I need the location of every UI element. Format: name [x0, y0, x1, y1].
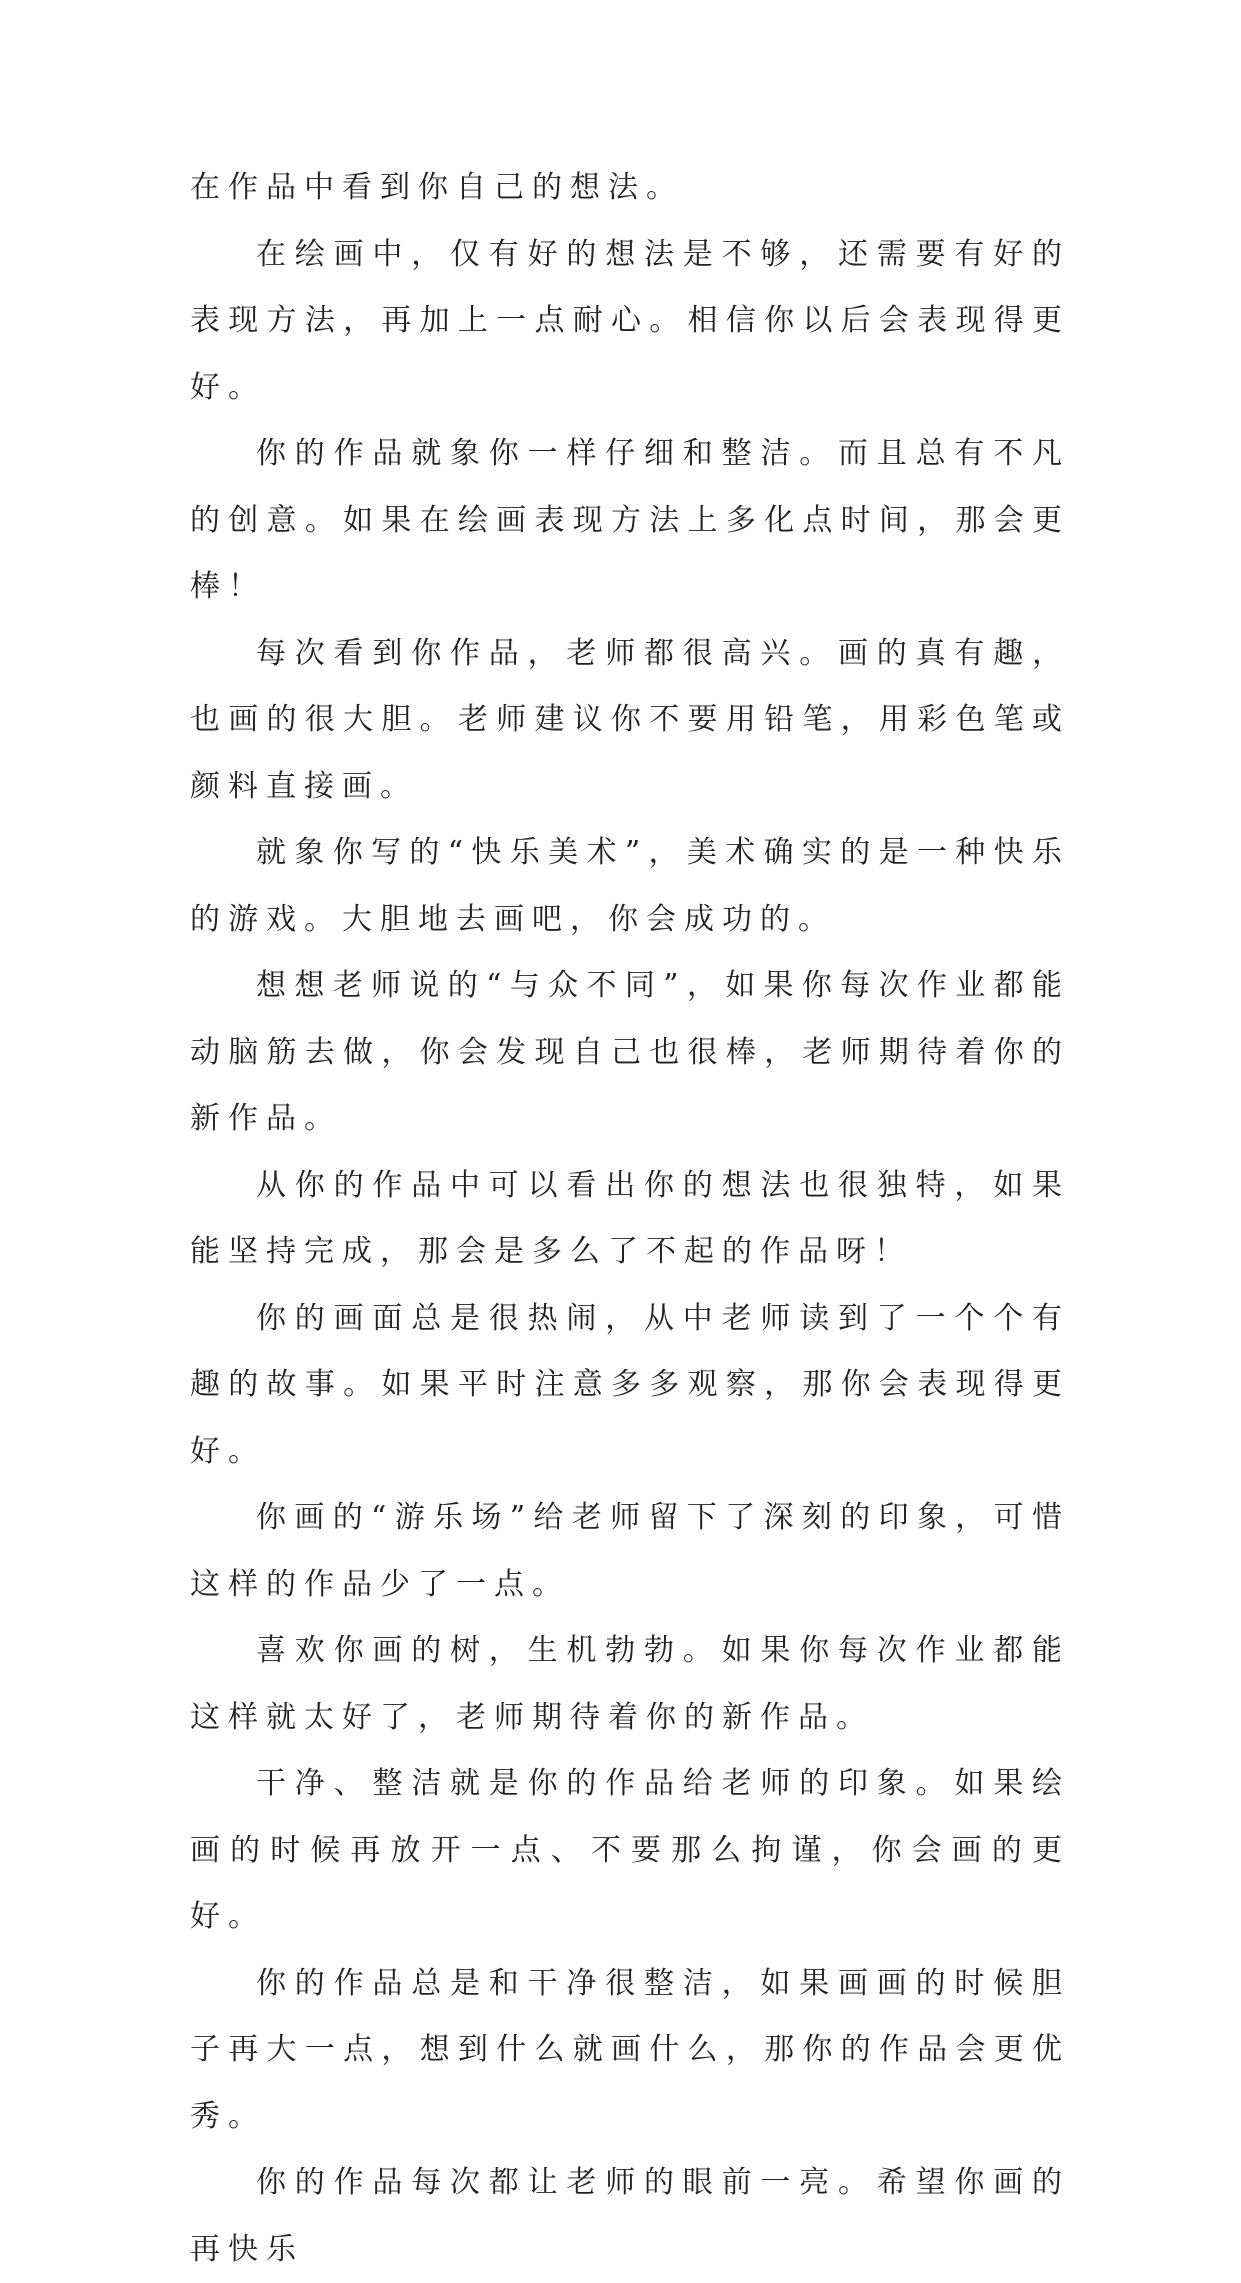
paragraph: 想想老师说的“与众不同”，如果你每次作业都能动脑筋去做，你会发现自己也很棒，老师期待着你的新作品。: [190, 968, 1070, 1136]
paragraph: 喜欢你画的树，生机勃勃。如果你每次作业都能这样就太好了，老师期待着你的新作品。: [190, 1633, 1070, 1735]
paragraph: 你画的“游乐场”给老师留下了深刻的印象，可惜这样的作品少了一点。: [190, 1500, 1070, 1602]
paragraph: 在绘画中，仅有好的想法是不够，还需要有好的表现方法，再加上一点耐心。相信你以后会表现得更好。: [190, 236, 1070, 405]
paragraph: 你的画面总是很热闹，从中老师读到了一个个有趣的故事。如果平时注意多多观察，那你会表现得更好。: [190, 1300, 1070, 1469]
paragraph: 在作品中看到你自己的想法。: [190, 170, 684, 205]
paragraph: 你的作品每次都让老师的眼前一亮。希望你画的再快乐: [190, 2165, 1070, 2267]
paragraph: 就象你写的“快乐美术”，美术确实的是一种快乐的游戏。大胆地去画吧，你会成功的。: [190, 835, 1070, 937]
paragraph: 你的作品总是和干净很整洁，如果画画的时候胆子再大一点，想到什么就画什么，那你的作品会更优秀。: [190, 1965, 1070, 2134]
paragraph: 干净、整洁就是你的作品给老师的印象。如果绘画的时候再放开一点、不要那么拘谨，你会画的更好。: [190, 1766, 1070, 1934]
paragraph: 每次看到你作品，老师都很高兴。画的真有趣，也画的很大胆。老师建议你不要用铅笔，用彩色笔或颜料直接画。: [190, 635, 1070, 804]
document-page: [190, 155, 1070, 2283]
paragraph: 从你的作品中可以看出你的想法也很独特，如果能坚持完成，那会是多么了不起的作品呀！: [190, 1167, 1070, 1269]
paragraph: 你的作品就象你一样仔细和整洁。而且总有不凡的创意。如果在绘画表现方法上多化点时间，那会更棒！: [190, 436, 1070, 604]
